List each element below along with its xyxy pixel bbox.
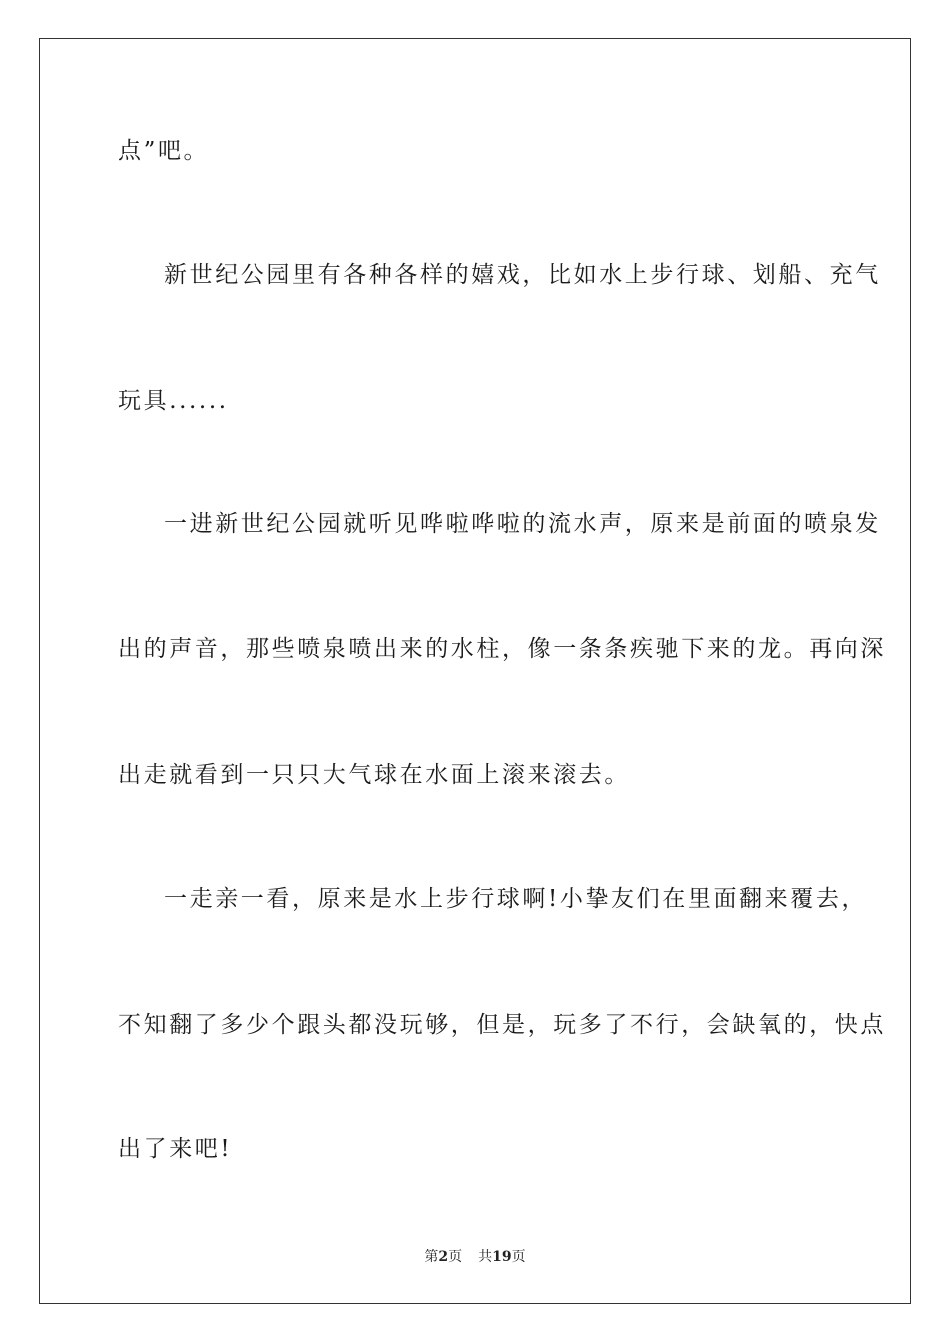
paragraph-line-6: 出走就看到一只只大气球在水面上滚来滚去。 (118, 762, 630, 788)
paragraph-line-2: 新世纪公园里有各种各样的嬉戏，比如水上步行球、划船、充气 (164, 262, 881, 288)
page-frame (39, 38, 911, 1304)
paragraph-line-8: 不知翻了多少个跟头都没玩够，但是，玩多了不行，会缺氧的，快点 (118, 1012, 886, 1038)
paragraph-line-5: 出的声音，那些喷泉喷出来的水柱，像一条条疾驰下来的龙。再向深 (118, 636, 886, 662)
paragraph-line-7: 一走亲一看，原来是水上步行球啊!小挚友们在里面翻来覆去， (164, 886, 868, 912)
page-number-prefix: 第 (424, 1249, 439, 1265)
page-total: 19 (492, 1249, 512, 1265)
paragraph-line-1: 点”吧。 (118, 138, 210, 164)
page-number-suffix: 页 (448, 1249, 463, 1265)
page-number-current: 2 (438, 1249, 449, 1265)
paragraph-line-4: 一进新世纪公园就听见哗啦哗啦的流水声，原来是前面的喷泉发 (164, 511, 881, 537)
page-total-suffix: 页 (511, 1249, 526, 1265)
paragraph-line-3: 玩具...... (118, 388, 229, 414)
page-total-prefix: 共 (478, 1249, 493, 1265)
page-footer (0, 1248, 950, 1266)
paragraph-line-9: 出了来吧! (118, 1136, 233, 1162)
